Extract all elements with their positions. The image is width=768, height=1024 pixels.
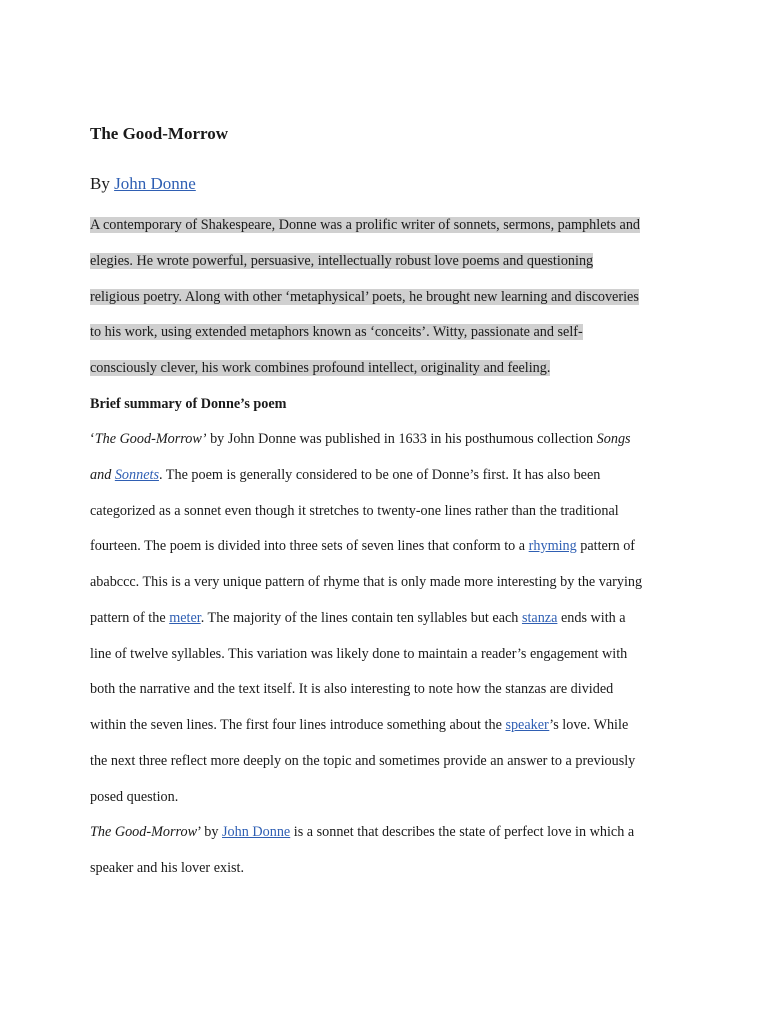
collection-title-italic: Songs [596,431,631,447]
summary-line-3: categorized as a sonnet even though it stretches to twenty-one lines rather than the traditional [90,503,619,519]
bio-line-4 [90,323,583,341]
summary-text: . The poem is generally considered to be one of Donne’s first. It has also been [158,467,601,483]
speaker-link[interactable]: speaker [505,717,550,733]
author-link[interactable]: John Donne [114,174,196,193]
rhyming-link[interactable]: rhyming [528,538,577,554]
summary-line-11: posed question. [90,789,179,805]
bio-line-2 [90,252,593,270]
closing-line-1 [90,823,634,841]
bio-text-1: A contemporary of Shakespeare, Donne was a prolific writer of sonnets, sermons, pamphlets and [90,217,641,233]
byline [90,174,196,194]
bio-text-5: consciously clever, his work combines profound intellect, originality and feeling. [90,360,551,376]
summary-line-4 [90,537,635,555]
byline-prefix: By [90,174,115,193]
summary-line-7: line of twelve syllables. This variation was likely done to maintain a reader’s engagement with [90,646,628,662]
summary-text: pattern of [576,538,636,554]
bio-line-5 [90,359,550,377]
bio-text-2: elegies. He wrote powerful, persuasive, intellectually robust love poems and questioning [90,253,594,269]
bio-text-3: religious poetry. Along with other ‘metaphysical’ poets, he brought new learning and discoveries [90,289,639,305]
closing-text: is a sonnet that describes the state of perfect love in which a [290,824,635,840]
stanza-link[interactable]: stanza [521,610,558,626]
closing-line-2: speaker and his lover exist. [90,860,245,876]
summary-text: fourteen. The poem is divided into three sets of seven lines that conform to a [90,538,529,554]
collection-title-italic: and [90,467,115,483]
summary-quote-mark: ‘ [90,431,95,447]
poem-title-italic: The Good-Morrow [90,824,198,840]
summary-line-9 [90,716,628,734]
summary-line-2 [90,466,600,484]
bio-text-4: to his work, using extended metaphors known as ‘conceits’. Witty, passionate and self- [90,324,583,340]
bio-line-3 [90,288,639,306]
summary-text: . The majority of the lines contain ten syllables but each [200,610,522,626]
summary-text: by John Donne was published in 1633 in his posthumous collection [206,431,597,447]
author-link-inline[interactable]: John Donne [222,824,291,840]
summary-line-5: ababccc. This is a very unique pattern of rhyme that is only made more interesting by the varying [90,574,643,590]
sonnets-link[interactable]: Sonnets [114,467,159,483]
summary-text: within the seven lines. The first four lines introduce something about the [90,717,506,733]
closing-text: ’ by [197,824,223,840]
summary-line-8: both the narrative and the text itself. It is also interesting to note how the stanzas are divided [90,681,614,697]
document-title: The Good-Morrow [90,124,229,143]
summary-line-1 [90,430,631,448]
summary-heading: Brief summary of Donne’s poem [90,396,287,412]
poem-title-italic: The Good-Morrow’ [94,431,207,447]
summary-text: ’s love. While [549,717,629,733]
summary-line-6 [90,609,626,627]
summary-line-10: the next three reflect more deeply on the topic and sometimes provide an answer to a previously [90,753,636,769]
meter-link[interactable]: meter [169,610,201,626]
summary-text: pattern of the [90,610,170,626]
summary-text: ends with a [557,610,626,626]
bio-line-1 [90,216,640,234]
